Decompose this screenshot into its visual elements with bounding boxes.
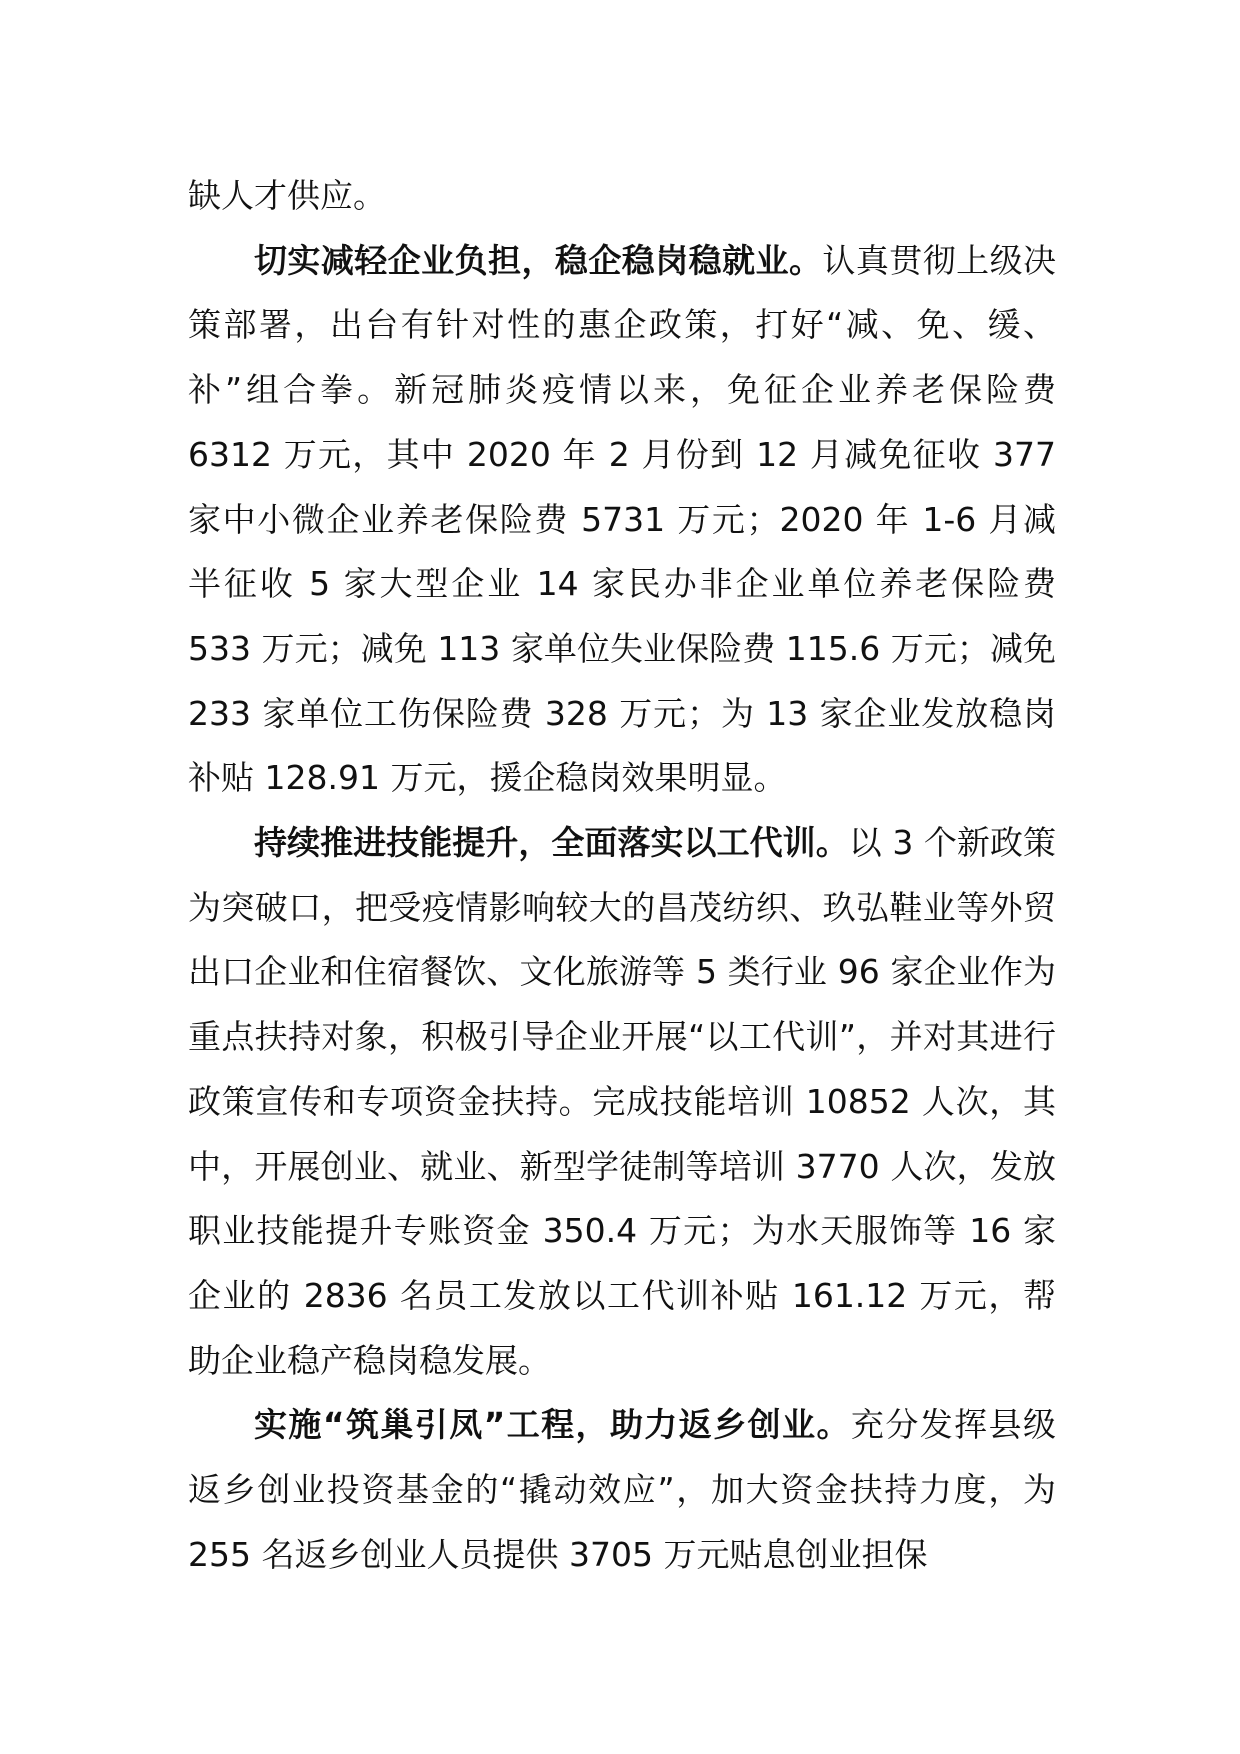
paragraph-skills-training (188, 811, 1056, 1393)
paragraph-reduce-burden (188, 229, 1056, 811)
paragraph-body: 充分发挥县级返乡创业投资基金的“撬动效应”，加大资金扶持力度，为 255 名返乡创业人员提供 3705 万元贴息创业担保 (188, 1405, 1056, 1574)
paragraph-body: 认真贯彻上级决策部署，出台有针对性的惠企政策，打好“减、免、缓、补”组合拳。新冠肺炎疫情以来，免征企业养老保险费 6312 万元，其中 2020 年 2 月份到 12 月减免征收 377 家中小微企业养老保险费 5731 万元；2020 年 1-6 月减半征收 5 家大型企业 14 家民办非企业单位养老保险费 533 万元；减免 113 家单位失业保险费 115.6 万元；减免 233 家单位工伤保险费 328 万元；为 13 家企业发放稳岗补贴 128.91 万元，援企稳岗效果明显。 (188, 240, 1057, 798)
document-page (188, 164, 1056, 1587)
paragraph-body: 缺人才供应。 (188, 176, 386, 215)
paragraph-body: 以 3 个新政策为突破口，把受疫情影响较大的昌茂纺织、玖弘鞋业等外贸出口企业和住宿餐饮、文化旅游等 5 类行业 96 家企业作为重点扶持对象，积极引导企业开展“以工代训”，并对其进行政策宣传和专项资金扶持。完成技能培训 10852 人次，其中，开展创业、就业、新型学徒制等培训 3770 人次，发放职业技能提升专账资金 350.4 万元；为水天服饰等 16 家企业的 2836 名员工发放以工代训补贴 161.12 万元，帮助企业稳产稳岗稳发展。 (188, 823, 1056, 1380)
paragraph-heading: 切实减轻企业负担，稳企稳岗稳就业。 (254, 240, 823, 280)
paragraph-heading: 实施“筑巢引凤”工程，助力返乡创业。 (254, 1405, 851, 1445)
paragraph-continuation (188, 164, 1056, 229)
paragraph-return-entrepreneurship (188, 1393, 1056, 1587)
paragraph-heading: 持续推进技能提升，全面落实以工代训。 (254, 823, 849, 863)
